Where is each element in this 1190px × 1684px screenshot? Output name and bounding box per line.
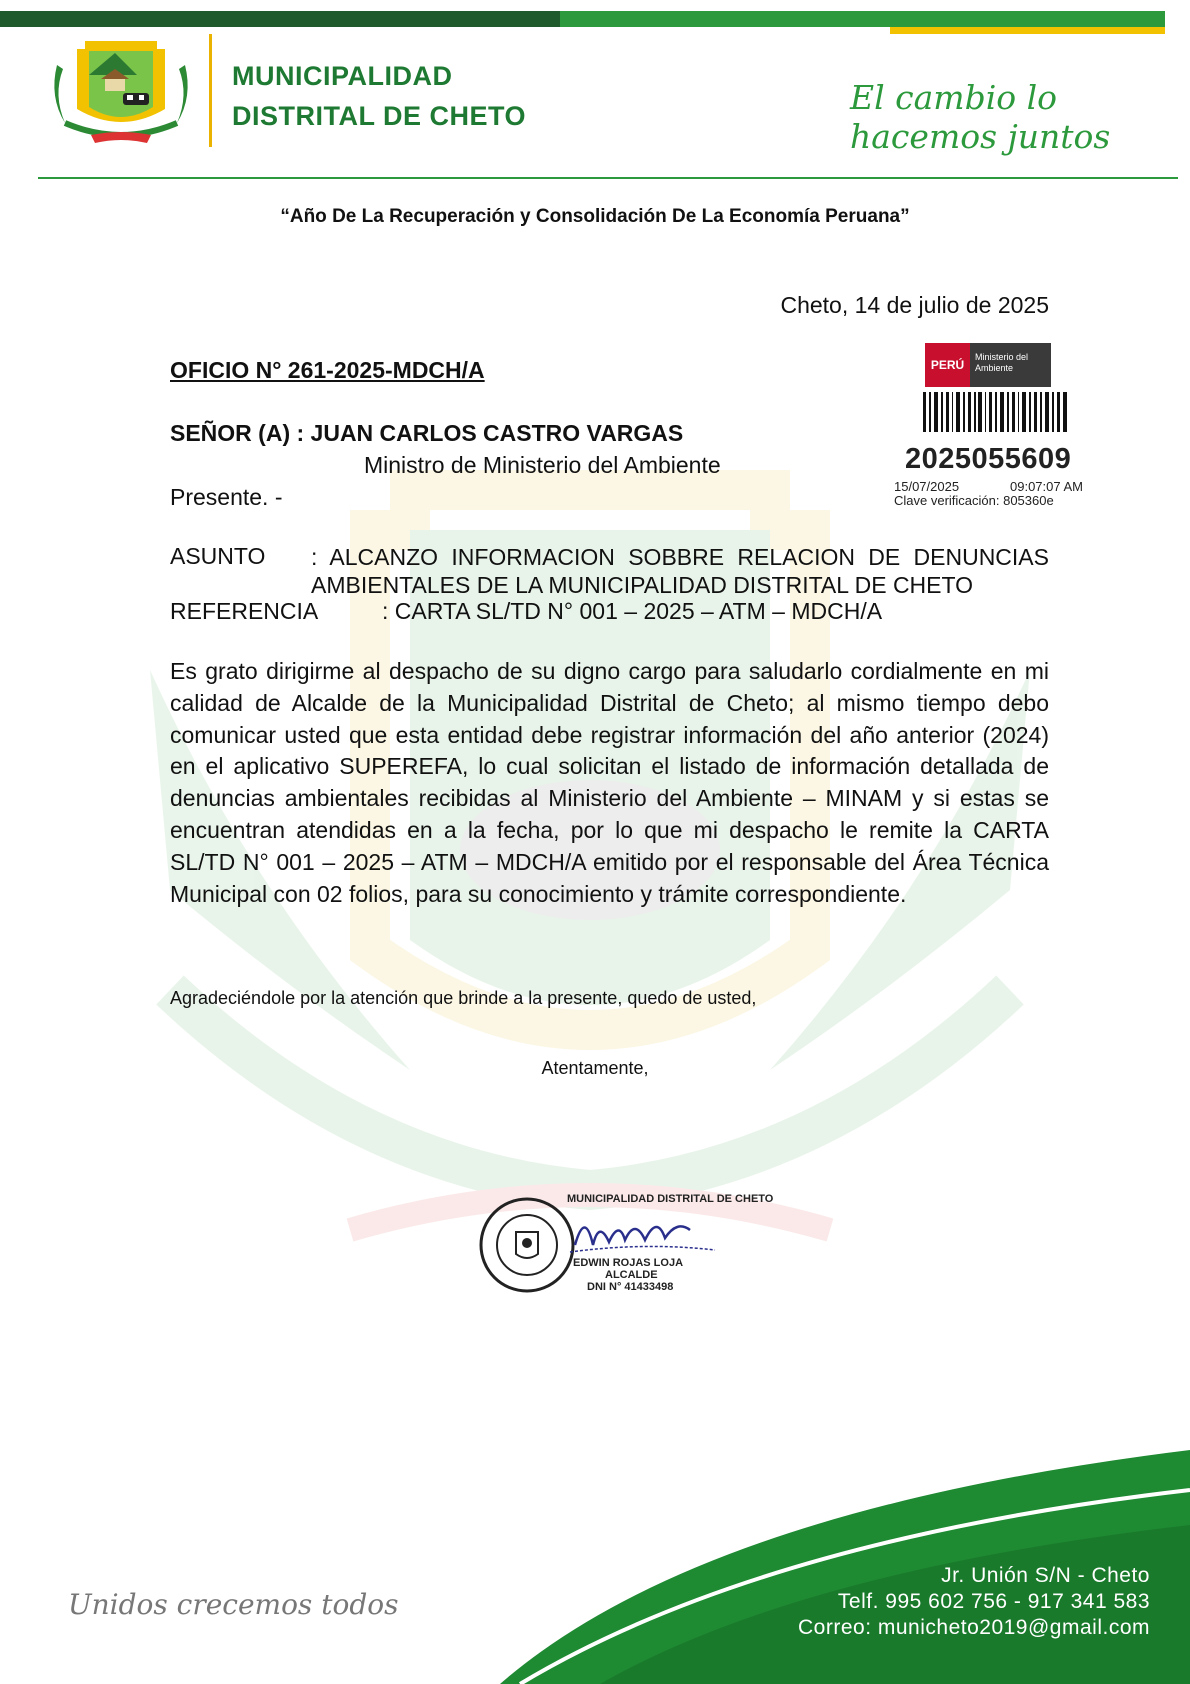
contact-phone: Telf. 995 602 756 - 917 341 583: [837, 1590, 1150, 1613]
addressee-position: Ministro de Ministerio del Ambiente: [364, 452, 721, 478]
header-rule: [38, 177, 1178, 179]
registry-date: 15/07/2025: [894, 479, 960, 494]
barcode: [923, 392, 1070, 432]
institution-name-line2: DISTRITAL DE CHETO: [232, 101, 527, 131]
asunto-label: ASUNTO: [170, 543, 266, 569]
mayor-signature: [565, 1190, 774, 1295]
peru-label: PERÚ: [925, 343, 970, 387]
institution-name-line1: MUNICIPALIDAD: [232, 61, 453, 91]
referencia-text: : CARTA SL/TD N° 001 – 2025 – ATM – MDCH/A: [382, 598, 883, 624]
header-slogan: El cambio lo hacemos juntos: [850, 78, 1111, 156]
official-stamp: [478, 1196, 576, 1294]
signatory-dni: DNI N° 41433498: [587, 1281, 674, 1293]
signature-entity: MUNICIPALIDAD DISTRITAL DE CHETO: [567, 1193, 774, 1205]
referencia-label: REFERENCIA: [170, 598, 319, 624]
ministry-label: Ministerio del Ambiente: [975, 352, 1029, 373]
closing-line: Agradeciéndole por la atención que brinde a la presente, quedo de usted,: [170, 988, 757, 1008]
year-motto: “Año De La Recuperación y Consolidación De La Economía Peruana”: [280, 206, 910, 227]
municipal-crest-logo: [45, 35, 197, 147]
top-bar-yellow: [890, 27, 1165, 34]
sign-off: Atentamente,: [541, 1058, 649, 1078]
top-bar-green: [560, 11, 1165, 27]
asunto-text: : ALCANZO INFORMACION SOBBRE RELACION DE DENUNCIAS AMBIENTALES DE LA MUNICIPALIDAD DISTRITAL DE CHETO: [311, 544, 1049, 598]
institution-name: [232, 56, 526, 136]
letter-body: Es grato dirigirme al despacho de su digno cargo para saludarlo cordialmente en mi calidad de Alcalde de la Municipalidad Distrital de Cheto; al mismo tiempo debo comunicar usted que esta entidad debe registrar información del año anterior (2024) en el aplicativo SUPEREFA, lo cual solicitan el listado de información detallada de denuncias ambientales recibidas al Ministerio del Ambiente – MINAM y si estas se encuentran atendidas en a la fecha, por lo que mi despacho le remite la CARTA SL/TD N° 001 – 2025 – ATM – MDCH/A emitido por el responsable del Área Técnica Municipal con 02 folios, para su conocimiento y trámite correspondiente.: [170, 658, 1049, 907]
letter-date: Cheto, 14 de julio de 2025: [780, 292, 1049, 318]
oficio-number: OFICIO N° 261-2025-MDCH/A: [170, 357, 485, 383]
registry-number: 2025055609: [905, 443, 1072, 475]
presente-line: Presente. -: [170, 484, 283, 510]
header-divider: [209, 34, 212, 147]
footer-wave: [0, 1430, 1190, 1684]
top-bar-dark: [0, 11, 560, 27]
registry-time: 09:07:07 AM: [1010, 479, 1083, 494]
minam-badge: [925, 343, 1051, 387]
footer-motto: Unidos crecemos todos: [68, 1588, 399, 1621]
contact-email: Correo: municheto2019@gmail.com: [798, 1616, 1150, 1639]
verification-key: Clave verificación: 805360e: [894, 493, 1054, 508]
signatory-title: ALCALDE: [605, 1269, 658, 1281]
contact-info: [798, 1563, 1150, 1641]
contact-address: Jr. Unión S/N - Cheto: [941, 1564, 1150, 1587]
addressee-name: SEÑOR (A) : JUAN CARLOS CASTRO VARGAS: [170, 420, 684, 446]
signatory-name: EDWIN ROJAS LOJA: [573, 1257, 684, 1269]
